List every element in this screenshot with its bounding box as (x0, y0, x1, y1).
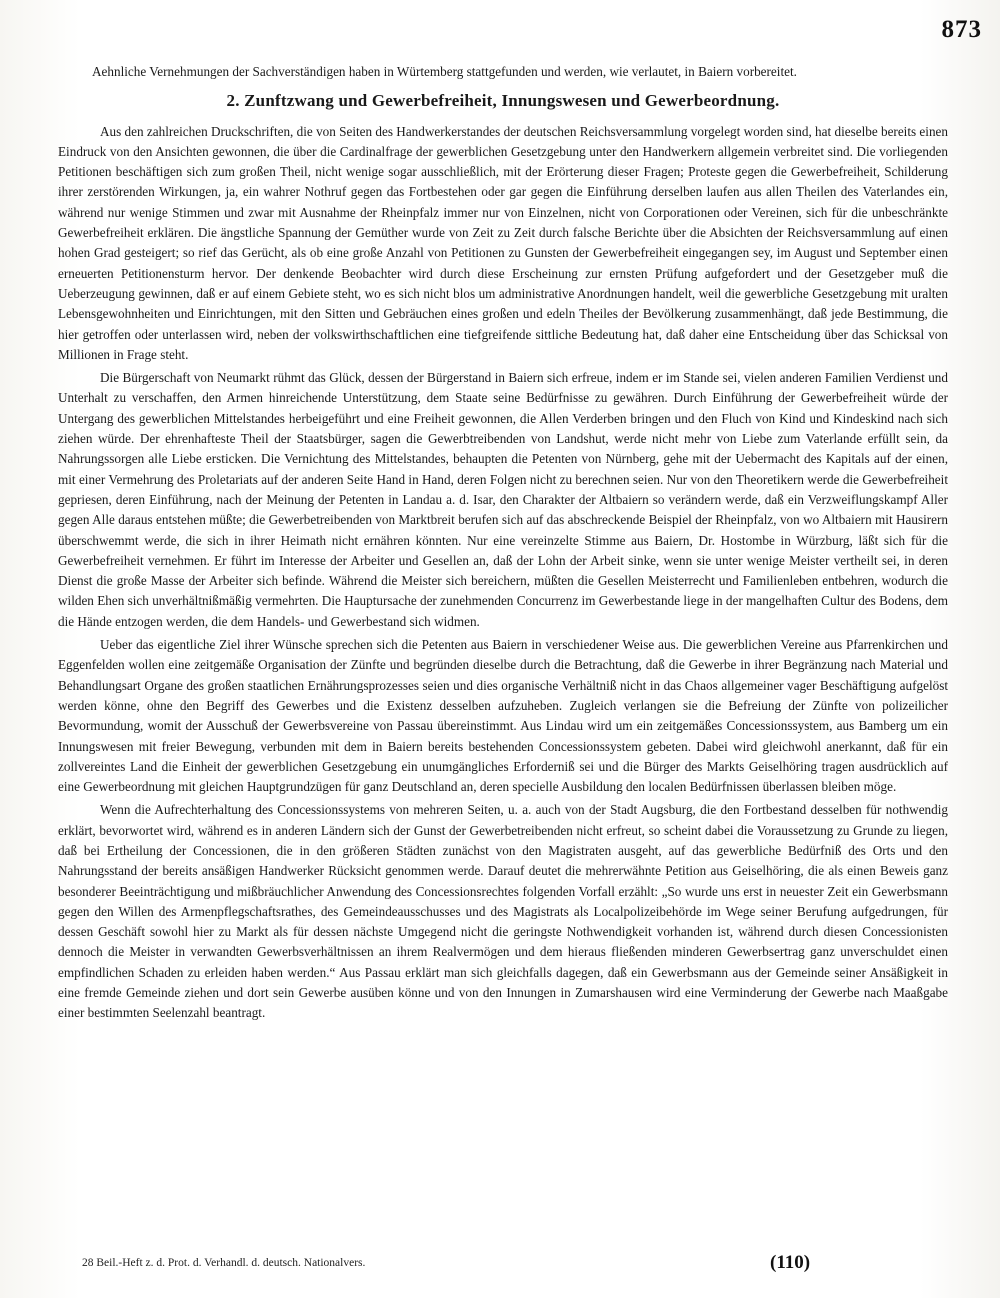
footer-sheet-number: (110) (770, 1252, 811, 1273)
section-heading: 2. Zunftzwang und Gewerbefreiheit, Innungswesen und Gewerbeordnung. (226, 91, 780, 111)
body-paragraph-4: Wenn die Aufrechterhaltung des Concessionssystems von mehreren Seiten, u. a. auch von der Stadt Augsburg, die den Fortbestand desselben für nothwendig erklärt, bevorwortet wird, während es in anderen Ländern sich der Gunst der Gewerbetreibenden nicht erfreut, so scheint dabei die Voraussetzung zu Grunde zu liegen, daß bei Ertheilung der Concessionen, die in den größeren Städten zunächst von den Magistraten ausgeht, auf das gewerbliche Bedürfniß des Orts und den Nahrungsstand der bereits ansäßigen Handwerker Rücksicht genommen werde. Darauf deutet die mehrerwähnte Petition aus Geiselhöring, die als einen Beweis ganz besonderer Beeinträchtigung und mißbräuchlicher Anwendung des Concessionsrechtes folgenden Vorfall erzählt: „So wurde uns erst in neuester Zeit ein Gewerbsmann gegen den Willen des Armenpflegschaftsrathes, des Gemeindeausschusses und des Magistrats als Localpolizeibehörde im Wege seiner Berufung aufgedrungen, für dessen Geschäft sowohl hier zu Markt als für dessen nächste Umgegend nicht die geringste Nothwendigkeit vorhanden ist, während durch diesen Concessionisten dennoch die Meister in verwandten Gewerbsverhältnissen an ihrem Realvermögen und dem hieraus fließenden minderen Gewerbsertrag ganz unverschuldet einen empfindlichen Schaden zu erleiden haben werden.“ Aus Passau erklärt man sich gleichfalls dagegen, daß ein Gewerbsmann aus der Gemeinde seiner Ansäßigkeit in eine fremde Gemeinde ziehen und dort sein Gewerbe ausüben könne und von den Innungen in Zumarshausen wird eine Verminderung der Gewerbe nach Maaßgabe einer bestimmten Seelenzahl beantragt. (58, 802, 948, 1021)
body-paragraph-2: Die Bürgerschaft von Neumarkt rühmt das Glück, dessen der Bürgerstand in Baiern sich erfreue, indem er im Stande sei, vielen anderen Familien Verdienst und Unterhalt zu verschaffen, den Armen hinreichende Unterstützung, dem Staate seine Bedürfnisse zu gewähren. Durch Einführung der Gewerbefreiheit würde der Untergang des gewerblichen Mittelstandes herbeigeführt und eine Freiheit gewonnen, die Allen Verderben bringen und den Fluch von Kind und Kindeskind nach sich ziehen würde. Der ehrenhafteste Theil der Staatsbürger, sagen die Gewerbtreibenden von Landshut, werde nicht mehr von Liebe zum Vaterlande erfüllt sein, da Nahrungssorgen alle Liebe ersticken. Die Vernichtung des Mittelstandes, behaupten die Petenten von Nürnberg, gehe mit der Uebermacht des Kapitals auf der einen, mit einer Vermehrung des Proletariats auf der anderen Seite Hand in Hand, deren Folgen nicht zu berechnen seien. Nur von den Theoretikern werde die Gewerbefreiheit gepriesen, deren Einführung, nach der Meinung der Petenten in Landau a. d. Isar, den Charakter der Altbaiern so verändern werde, daß ein Verzweiflungskampf Aller gegen Alle daraus entstehen müßte; die Gewerbetreibenden von Marktbreit berufen sich auf das abschreckende Beispiel der Rheinpfalz, von wo Altbaiern mit Hausirern überschwemmt werde, die sich in ihrer Heimath nicht ernähren könnten. Nur eine vereinzelte Stimme aus Baiern, Dr. Hostombe in Würzburg, läßt sich für die Gewerbefreiheit vernehmen. Er führt im Interesse der Arbeiter und Gesellen an, daß der Lohn der Arbeit sinke, wenn sie unter wenige Meister vertheilt sei, in deren Dienst die große Masse der Arbeiter sich befinde. Während die Meister sich bereichern, müßten die Gesellen Meisterrecht und Familienleben entbehren, wodurch die wilden Ehen sich unverhältnißmäßig vermehrten. Die Hauptursache der zunehmenden Concurrenz im Gewerbestande liege in der mangelhaften Cultur des Bodens, dem die Hände entzogen werden, die dem Handels- und Gewerbestand sich widmen. (58, 370, 948, 629)
body-paragraph-1: Aus den zahlreichen Druckschriften, die von Seiten des Handwerkerstandes der deutschen Reichsversammlung vorgelegt worden sind, hat dieselbe bereits einen Eindruck von den Ansichten gewonnen, die über die Cardinalfrage der gewerblichen Gesetzgebung unter den Handwerkern allgemein verbreitet sind. Die vorliegenden Petitionen beschäftigen sich zum großen Theil, nicht wenige sogar ausschließlich, mit der Erörterung dieser Fragen; Proteste gegen die Gewerbefreiheit, Schilderung ihrer zerstörenden Wirkungen, ja, ein wahrer Nothruf gegen das Fortbestehen oder gar gegen die Einführung derselben laufen aus allen Theilen des Vaterlandes ein, während nur wenige Stimmen und zwar mit Ausnahme der Rheinpfalz immer nur von Einzelnen, nicht von Corporationen oder Vereinen, sich für die unbeschränkte Gewerbefreiheit erklären. Die ängstliche Spannung der Gemüther wurde von Zeit zu Zeit durch falsche Berichte über die Absichten der Reichsversammlung auf einen hohen Grad gesteigert; so rief das Gerücht, als ob eine große Anzahl von Petitionen zu Gunsten der Gewerbefreiheit eingegangen sey, im August und September einen erneuerten Petitionensturm hervor. Der denkende Beobachter wird durch diese Erscheinung zur ernsten Prüfung aufgefordert und der Gesetzgeber muß die Ueberzeugung gewinnen, daß er auf einem Gebiete steht, wo es sich nicht blos um administrative Anordnungen handelt, weil die gewerbliche Gesetzgebung mit uralten Lebensgewohnheiten und Einrichtungen, mit den Sitten und Gebräuchen eines großen und edeln Theiles der Bevölkerung zusammenhängt, daß jede Bestimmung, die hier getroffen oder unterlassen wird, neben der volkswirthschaftlichen eine tiefgreifende sittliche Bedeutung hat, daß daher eine Entscheidung über das Schicksal von Millionen in Frage steht. (58, 123, 948, 362)
footer-signature: 28 Beil.-Heft z. d. Prot. d. Verhandl. d. deutsch. Nationalvers. (82, 1257, 366, 1269)
page-body (58, 62, 948, 1024)
page-number: 873 (941, 16, 982, 43)
body-paragraph-3: Ueber das eigentliche Ziel ihrer Wünsche sprechen sich die Petenten aus Baiern in verschiedener Weise aus. Die gewerblichen Vereine aus Pfarrenkirchen und Eggenfelden wollen eine zeitgemäße Organisation der Zünfte und begründen dieselbe durch die Betrachtung, daß die Gewerbe in ihrer Begränzung nach Material und Behandlungsart Organe des großen staatlichen Ernährungsprozesses seien und dies organische Verhältniß nicht in das Chaos allgemeiner vager Beschäftigung aufgelöst werden könne, ohne den Begriff des Gewerbes und die Existenz desselben aufzuheben. Zugleich verlangen sie die Befreiung der Zünfte von polizeilicher Bevormundung, womit der Ausschuß der Gewerbsvereine von Passau übereinstimmt. Aus Lindau wird um ein zeitgemäßes Concessionssystem, aus Bamberg um ein Innungswesen mit freier Bewegung, verbunden mit dem in Baiern bereits bestehenden Concessionssystem gebeten. Dabei wird gleichwohl anerkannt, daß für ein zollvereintes Land die Einheit der gewerblichen Gesetzgebung ein unumgängliches Erforderniß sei und die Bürger des Markts Geiselhöring tragen ausdrücklich auf eine Gewerbeordnung mit gleichen Hauptgrundzügen für ganz Deutschland an, deren specielle Ausbildung den localen Bedürfnissen überlassen bleiben möge. (58, 637, 948, 795)
intro-paragraph: Aehnliche Vernehmungen der Sachverständigen haben in Würtemberg stattgefunden und werden, wie verlautet, in Baiern vorbereitet. (92, 64, 797, 79)
